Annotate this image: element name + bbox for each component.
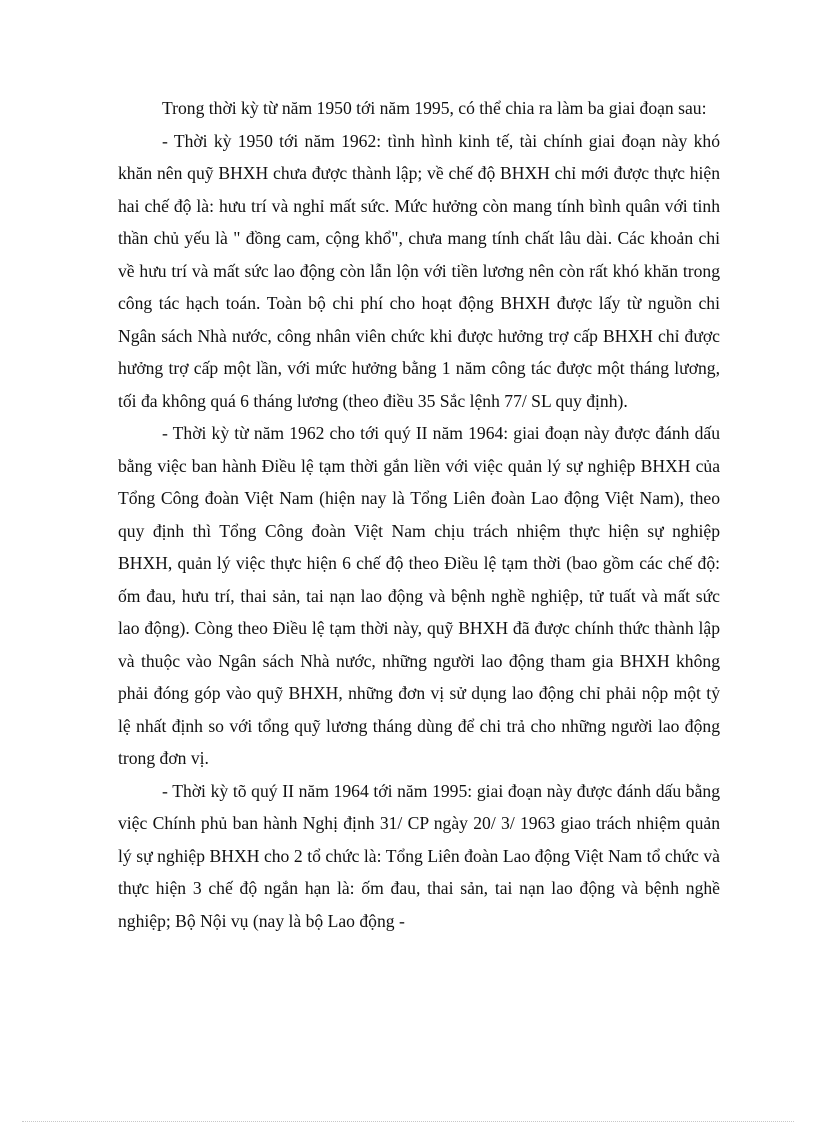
paragraph-period-1964-1995: - Thời kỳ tõ quý II năm 1964 tới năm 1995: giai đoạn này được đánh dấu bằng việc Chính phủ ban hành Nghị định 31/ CP ngày 20/ 3/ 1963 giao trách nhiệm quản lý sự nghiệp BHXH cho 2 tổ chức là: Tổng Liên đoàn Lao động Việt Nam tổ chức và thực hiện 3 chế độ ngắn hạn là: ốm đau, thai sản, tai nạn lao động và bệnh nghề nghiệp; Bộ Nội vụ (nay là bộ Lao động - [118,780,720,931]
paragraph-intro: Trong thời kỳ từ năm 1950 tới năm 1995, có thể chia ra làm ba giai đoạn sau: [162,98,707,118]
paragraph-period-1962-1964: - Thời kỳ từ năm 1962 cho tới quý II năm 1964: giai đoạn này được đánh dấu bằng việc ban hành Điều lệ tạm thời gắn liền với việc quản lý sự nghiệp BHXH của Tổng Công đoàn Việt Nam (hiện nay là Tổng Liên đoàn Lao động Việt Nam), theo quy định thì Tổng Công đoàn Việt Nam chịu trách nhiệm thực hiện sự nghiệp BHXH, quản lý việc thực hiện 6 chế độ theo Điều lệ tạm thời (bao gồm các chế độ: ốm đau, hưu trí, thai sản, tai nạn lao động và bệnh nghề nghiệp, tử tuất và mất sức lao động). Còng theo Điều lệ tạm thời này, quỹ BHXH đã được chính thức thành lập và thuộc vào Ngân sách Nhà nước, những người lao động tham gia BHXH không phải đóng góp vào quỹ BHXH, những đơn vị sử dụng lao động chỉ phải nộp một tỷ lệ nhất định so với tổng quỹ lương tháng dùng để chi trả cho những người lao động trong đơn vị. [118,423,720,768]
paragraph-period-1950-1962: - Thời kỳ 1950 tới năm 1962: tình hình kinh tế, tài chính giai đoạn này khó khăn nên quỹ BHXH chưa được thành lập; về chế độ BHXH chỉ mới được thực hiện hai chế độ là: hưu trí và nghỉ mất sức. Mức hưởng còn mang tính bình quân với tinh thần chủ yếu là " đồng cam, cộng khổ", chưa mang tính chất lâu dài. Các khoản chi về hưu trí và mất sức lao động còn lẫn lộn với tiền lương nên còn rất khó khăn trong công tác hạch toán. Toàn bộ chi phí cho hoạt động BHXH được lấy từ nguồn chi Ngân sách Nhà nước, công nhân viên chức khi được hưởng trợ cấp BHXH chỉ được hưởng trợ cấp một lần, với mức hưởng bằng 1 năm công tác được một tháng lương, tối đa không quá 6 tháng lương (theo điều 35 Sắc lệnh 77/ SL quy định). [118,130,720,411]
document-body [118,92,720,937]
page-bottom-divider [22,1121,794,1122]
